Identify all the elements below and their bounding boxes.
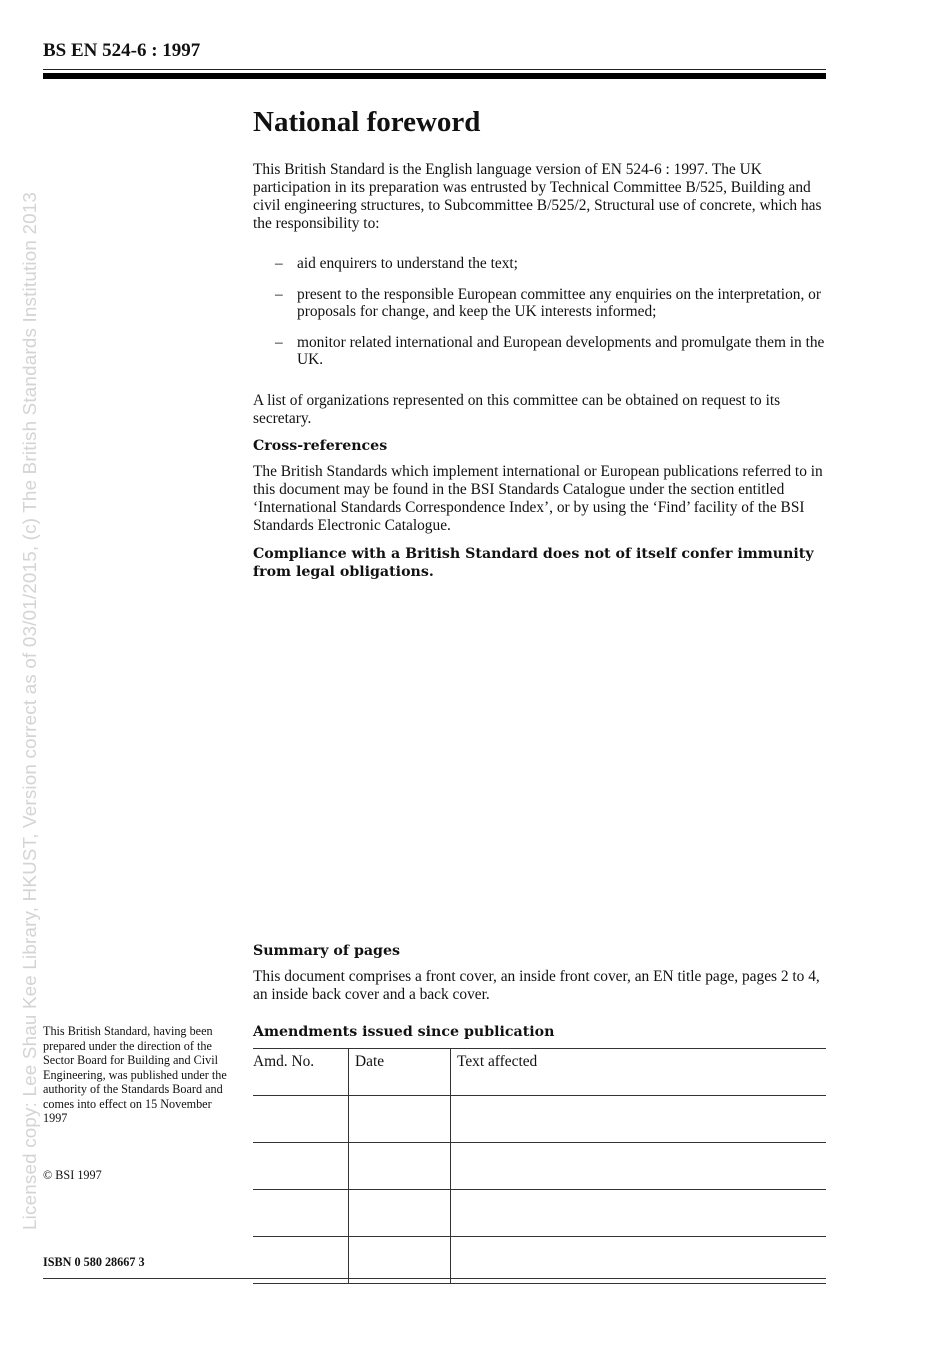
- bullet-dash: –: [275, 286, 283, 303]
- column-header-amd-no: Amd. No.: [253, 1049, 349, 1096]
- bullet-dash: –: [275, 334, 283, 351]
- table-cell: [451, 1143, 827, 1190]
- cross-references-text: The British Standards which implement international or European publications referred to in this document may be found in the BSI Standards Catalogue under the section entitled ‘International Standards Correspondence Index’, or by using the ‘Find’ facility of the BSI Standards Electronic Catalogue.: [253, 463, 823, 534]
- table-cell: [451, 1190, 827, 1237]
- copyright-notice: © BSI 1997: [43, 1168, 102, 1182]
- responsibility-list: [253, 255, 828, 368]
- table-cell: [349, 1143, 451, 1190]
- table-row: [253, 1237, 826, 1284]
- amendments-heading: Amendments issued since publication: [253, 1024, 555, 1040]
- footer-rule: [43, 1278, 826, 1279]
- table-cell: [451, 1237, 827, 1284]
- table-cell: [253, 1190, 349, 1237]
- compliance-statement: Compliance with a British Standard does not of itself confer immunity from legal obligations.: [253, 546, 814, 580]
- committee-list-note: A list of organizations represented on this committee can be obtained on request to its secretary.: [253, 392, 781, 427]
- table-cell: [349, 1190, 451, 1237]
- table-row: [253, 1190, 826, 1237]
- table-header-row: [253, 1049, 826, 1096]
- list-item: [253, 334, 828, 368]
- cross-references-heading: Cross-references: [253, 438, 388, 454]
- summary-text: This document comprises a front cover, an inside front cover, an EN title page, pages 2 to 4, an inside back cover and a back cover.: [253, 968, 820, 1003]
- header-rule-thin: [43, 69, 826, 70]
- intro-paragraph: This British Standard is the English language version of EN 524-6 : 1997. The UK participation in its preparation was entrusted by Technical Committee B/525, Building and civil engineering structures, to Subcommittee B/525/2, Structural use of concrete, which has the responsibility to:: [253, 161, 822, 232]
- table-row: [253, 1096, 826, 1143]
- list-item: [253, 255, 828, 272]
- publication-note: This British Standard, having been prepared under the direction of the Sector Board for Building and Civil Engineering, was published under the authority of the Standards Board and comes into effect on 15 November 1997: [43, 1024, 227, 1125]
- table-cell: [253, 1143, 349, 1190]
- summary-heading: Summary of pages: [253, 943, 400, 959]
- bullet-dash: –: [275, 255, 283, 272]
- list-item-text: aid enquirers to understand the text;: [297, 255, 518, 272]
- document-code: BS EN 524-6 : 1997: [43, 40, 201, 61]
- license-watermark: Licensed copy: Lee Shau Kee Library, HKUST, Version correct as of 03/01/2015, (c) The British Standards Institution 2013: [19, 191, 40, 1230]
- list-item-text: present to the responsible European committee any enquiries on the interpretation, or proposals for change, and keep the UK interests informed;: [297, 286, 821, 320]
- table-cell: [349, 1096, 451, 1143]
- table-row: [253, 1143, 826, 1190]
- summary-of-pages: [253, 943, 828, 1014]
- header-rule-thick: [43, 73, 826, 79]
- table-cell: [451, 1096, 827, 1143]
- column-header-date: Date: [349, 1049, 451, 1096]
- amendments-table: [253, 1048, 826, 1284]
- table-cell: [349, 1237, 451, 1284]
- column-header-text-affected: Text affected: [451, 1049, 827, 1096]
- national-foreword: [253, 106, 828, 581]
- table-cell: [253, 1237, 349, 1284]
- list-item-text: monitor related international and European developments and promulgate them in the UK.: [297, 334, 825, 368]
- isbn-number: ISBN 0 580 28667 3: [43, 1255, 145, 1269]
- table-cell: [253, 1096, 349, 1143]
- list-item: [253, 286, 828, 320]
- page-title: National foreword: [253, 106, 481, 138]
